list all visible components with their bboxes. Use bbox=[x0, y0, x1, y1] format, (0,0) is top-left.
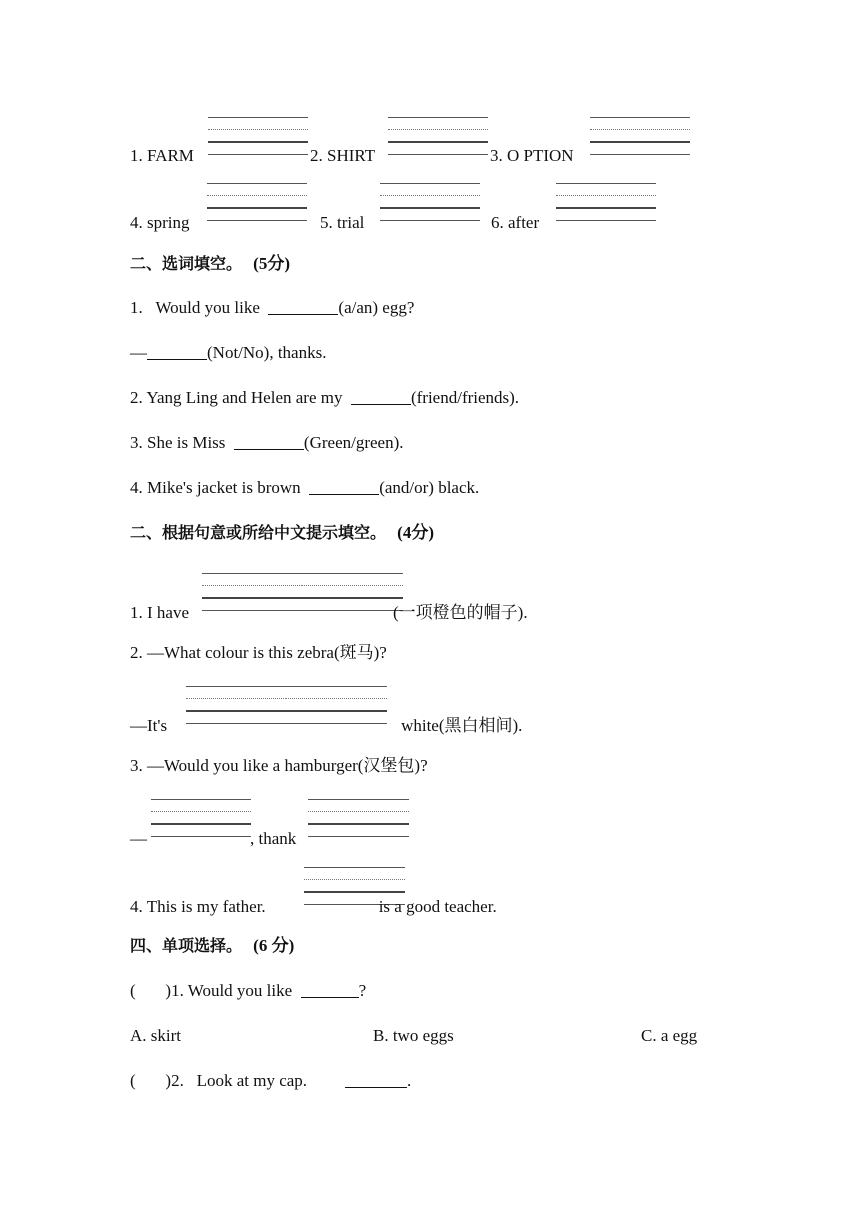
writing-grid-s3q3b bbox=[308, 799, 409, 837]
answer-blank[interactable] bbox=[301, 981, 359, 998]
s2-question-1: 1. Would you like (a/an) egg? bbox=[130, 298, 415, 317]
s3-question-3b: — , thank bbox=[130, 829, 297, 848]
s2-question-1b: — (Not/No), thanks. bbox=[130, 343, 327, 362]
word-after: 6. after bbox=[491, 213, 540, 232]
word-option: 3. O PTION bbox=[490, 146, 574, 165]
option-a: A. skirt bbox=[130, 1026, 181, 1045]
answer-blank[interactable] bbox=[345, 1071, 407, 1088]
writing-grid-1 bbox=[208, 117, 308, 155]
section-3-heading: 二、根据句意或所给中文提示填空。 (4分) bbox=[130, 523, 434, 542]
word-shirt: 2. SHIRT bbox=[310, 146, 376, 165]
s2-question-2: 2. Yang Ling and Helen are my (friend/friends). bbox=[130, 388, 520, 407]
s4-question-2: ( )2. Look at my cap. . bbox=[130, 1071, 412, 1090]
s4-question-1: ( )1. Would you like ? bbox=[130, 981, 367, 1000]
answer-blank[interactable] bbox=[351, 388, 411, 405]
s3-question-4: 4. This is my father. is a good teacher. bbox=[130, 897, 497, 916]
section-2-heading: 二、选词填空。 (5分) bbox=[130, 254, 290, 273]
s3-question-2: 2. —What colour is this zebra(斑马)? bbox=[130, 643, 387, 662]
writing-grid-5 bbox=[380, 183, 480, 221]
option-c: C. a egg bbox=[641, 1026, 698, 1045]
s2-question-3: 3. She is Miss (Green/green). bbox=[130, 433, 404, 452]
s2-question-4: 4. Mike's jacket is brown (and/or) black. bbox=[130, 478, 480, 497]
word-trial: 5. trial bbox=[320, 213, 365, 232]
s3-question-2b: —It's white(黑白相间). bbox=[130, 716, 523, 735]
writing-grid-4 bbox=[207, 183, 307, 221]
word-farm: 1. FARM bbox=[130, 146, 194, 165]
writing-grid-3 bbox=[590, 117, 690, 155]
option-b: B. two eggs bbox=[373, 1026, 454, 1045]
word-spring: 4. spring bbox=[130, 213, 190, 232]
answer-blank[interactable] bbox=[309, 478, 379, 495]
section-4-heading: 四、单项选择。 (6 分) bbox=[130, 936, 295, 955]
s3-question-3: 3. —Would you like a hamburger(汉堡包)? bbox=[130, 756, 428, 775]
writing-grid-6 bbox=[556, 183, 656, 221]
answer-blank[interactable] bbox=[268, 298, 338, 315]
answer-blank[interactable] bbox=[234, 433, 304, 450]
writing-grid-2 bbox=[388, 117, 488, 155]
s3-question-1: 1. I have (一项橙色的帽子). bbox=[130, 603, 528, 622]
answer-blank[interactable] bbox=[147, 343, 207, 360]
